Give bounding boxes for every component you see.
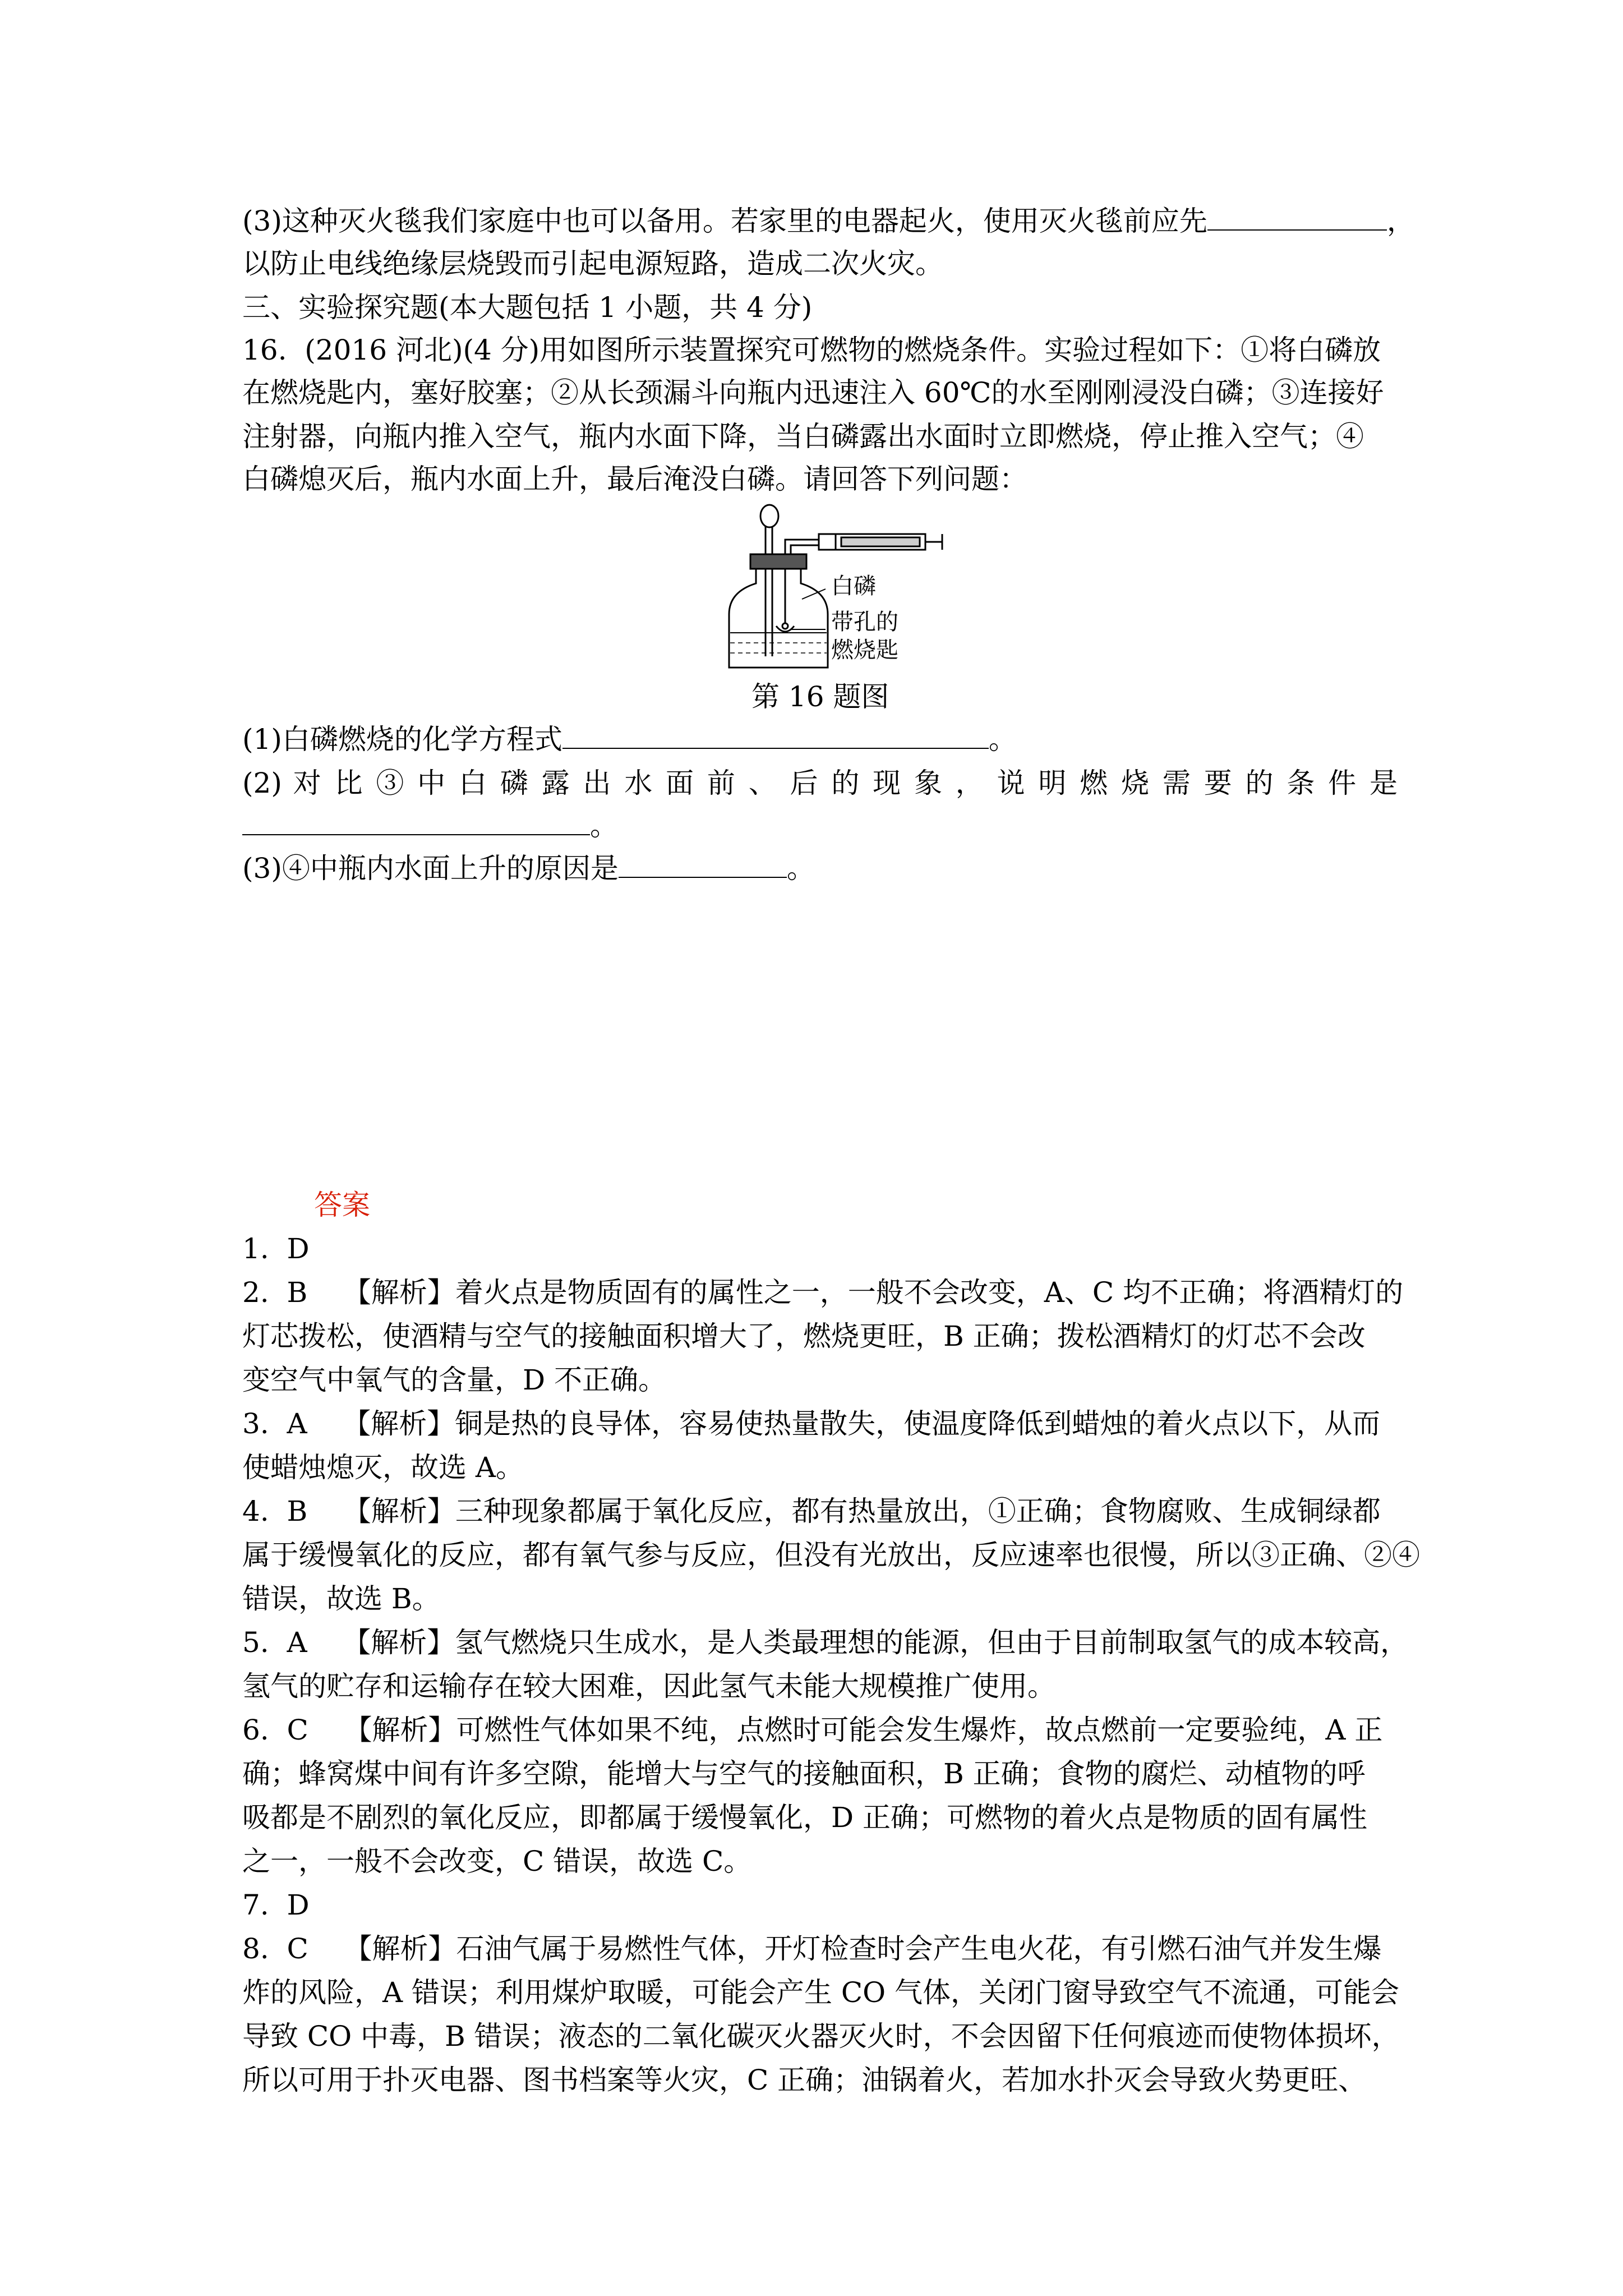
syringe-icon [785,534,942,555]
answer-line: 确；蜂窝煤中间有许多空隙，能增大与空气的接触面积，B 正确；食物的腐烂、动植物的呼 [242,1757,1366,1790]
rubber-stopper-icon [750,554,806,569]
q16-stem-line: 在燃烧匙内，塞好胶塞；②从长颈漏斗向瓶内迅速注入 60℃的水至刚刚浸没白磷；③连接好 [242,376,1384,409]
q16-part1 [242,719,1017,760]
label-spoon-line2: 燃烧匙 [831,637,898,663]
answer-blank[interactable] [1207,203,1387,231]
q15-part3-line2: 以防止电线绝缘层烧毁而引起电源短路，造成二次火灾。 [242,247,943,280]
answers-heading: 答案 [314,1189,370,1221]
answer-line: 之一，一般不会改变，C 错误，故选 C。 [242,1845,752,1878]
answer-line: 错误，故选 B。 [242,1582,440,1615]
answer-line: 氢气的贮存和运输存在较大困难，因此氢气未能大规模推广使用。 [242,1670,1055,1703]
answer-blank[interactable] [562,721,989,749]
answer-blank[interactable] [619,850,787,878]
answer-line: 变空气中氧气的含量，D 不正确。 [242,1364,666,1396]
answer-line: 1. D [242,1232,310,1265]
answer-line: 8. C 【解析】石油气属于易燃性气体，开灯检查时会产生电火花，有引燃石油气并发生爆 [242,1932,1382,1965]
q15-part3-text: (3)这种灭火毯我们家庭中也可以备用。若家里的电器起火，使用灭火毯前应先 [242,205,1207,237]
combustion-spoon-icon [776,569,794,632]
answer-line: 所以可用于扑灭电器、图书档案等火灾，C 正确；油锅着火，若加水扑灭会导致火势更旺、 [242,2064,1367,2096]
q16-stem-line: 16. (2016 河北)(4 分)用如图所示装置探究可燃物的燃烧条件。实验过程如下：①将白磷放 [242,334,1381,366]
punctuation: ， [1386,205,1415,237]
answer-line: 炸的风险，A 错误；利用煤炉取暖，可能会产生 CO 气体，关闭门窗导致空气不流通，可能会 [242,1976,1400,2009]
answer-line: 7. D [242,1889,310,1921]
q16-part2-line1: (2) 对 比 ③ 中 白 磷 露 出 水 面 前 、 后 的 现 象 ， 说 明 燃 烧 需 要 的 条 件 是 [242,767,1398,799]
answer-line: 4. B 【解析】三种现象都属于氧化反应，都有热量放出，①正确；食物腐败、生成铜绿都 [242,1495,1381,1527]
punctuation: 。 [786,852,815,885]
q16-stem-line: 注射器，向瓶内推入空气，瓶内水面下降，当白磷露出水面时立即燃烧，停止推入空气；④ [242,420,1364,453]
apparatus-figure [707,499,987,679]
answer-line: 2. B 【解析】着火点是物质固有的属性之一，一般不会改变，A、C 均不正确；将酒精灯的 [242,1276,1404,1309]
punctuation: 。 [988,723,1017,756]
punctuation: 。 [590,809,618,842]
section-heading: 三、实验探究题(本大题包括 1 小题，共 4 分) [242,291,813,324]
label-spoon-line1: 带孔的 [831,609,898,635]
answer-line: 使蜡烛熄灭，故选 A。 [242,1451,524,1484]
long-neck-funnel-icon [760,505,778,656]
q16-part2-line2 [242,806,618,846]
q16-part3 [242,848,815,889]
q16-part1-text: (1)白磷燃烧的化学方程式 [242,723,562,756]
answer-blank[interactable] [242,807,590,835]
water-level-icon [730,633,827,653]
q16-part3-text: (3)④中瓶内水面上升的原因是 [242,852,619,885]
label-white-phosphorus: 白磷 [831,573,876,599]
figure-caption: 第 16 题图 [751,680,889,713]
q15-part3-line1 [242,201,1415,241]
answer-line: 5. A 【解析】氢气燃烧只生成水，是人类最理想的能源，但由于目前制取氢气的成本较高， [242,1626,1409,1659]
q16-stem-line: 白磷熄灭后，瓶内水面上升，最后淹没白磷。请回答下列问题： [242,463,1027,495]
answer-line: 3. A 【解析】铜是热的良导体，容易使热量散失，使温度降低到蜡烛的着火点以下，从而 [242,1407,1381,1440]
answer-line: 吸都是不剧烈的氧化反应，即都属于缓慢氧化，D 正确；可燃物的着火点是物质的固有属性 [242,1801,1367,1834]
answer-line: 属于缓慢氧化的反应，都有氧气参与反应，但没有光放出，反应速率也很慢，所以③正确、②④ [242,1539,1420,1571]
answer-line: 导致 CO 中毒，B 错误；液态的二氧化碳灭火器灭火时，不会因留下任何痕迹而使物体损坏， [242,2020,1400,2053]
answer-line: 灯芯拨松，使酒精与空气的接触面积增大了，燃烧更旺，B 正确；拨松酒精灯的灯芯不会改 [242,1320,1366,1352]
answer-line: 6. C 【解析】可燃性气体如果不纯，点燃时可能会发生爆炸，故点燃前一定要验纯，A 正 [242,1714,1383,1746]
